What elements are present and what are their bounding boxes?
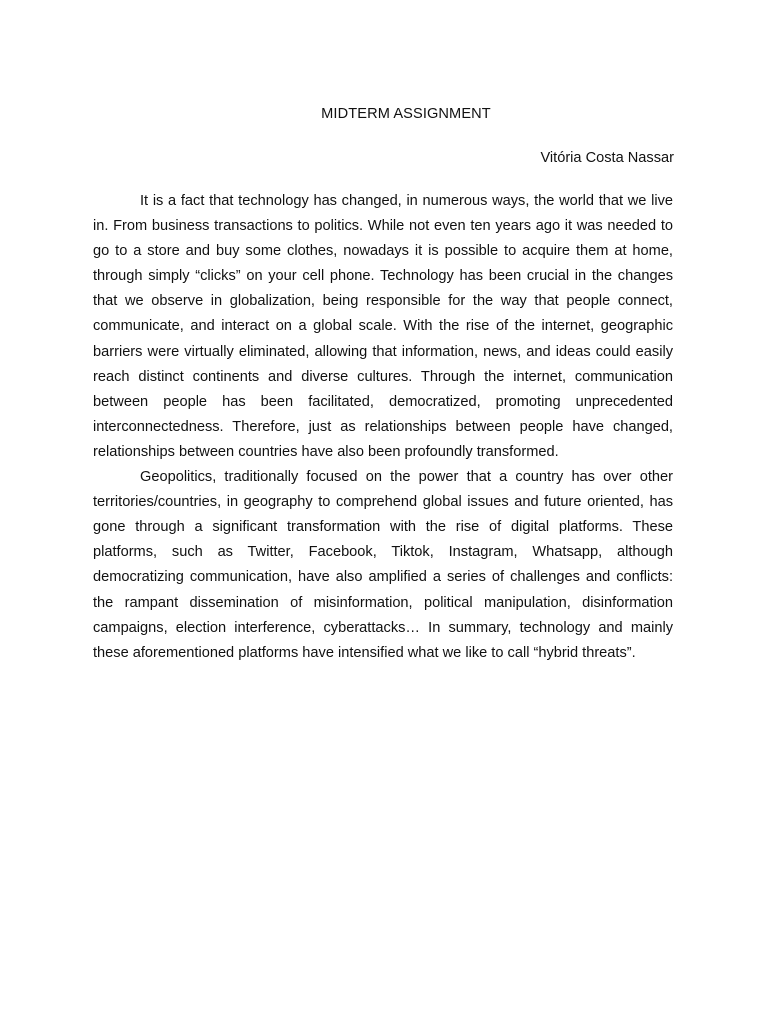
document-body — [93, 189, 673, 666]
paragraph-1: It is a fact that technology has changed, in numerous ways, the world that we live in. From business transactions to politics. While not even ten years ago it was needed to go to a store and buy some clothes, nowadays it is possible to acquire them at home, through simply “clicks” on your cell phone. Technology has been crucial in the changes that we observe in globalization, being responsible for the way that people connect, communicate, and interact on a global scale. With the rise of the internet, geographic barriers were virtually eliminated, allowing that information, news, and ideas could easily reach distinct continents and diverse cultures. Through the internet, communication between people has been facilitated, democratized, promoting unprecedented interconnectedness. Therefore, just as relationships between people have changed, relationships between countries have also been profoundly transformed. — [93, 193, 673, 460]
author-name: Vitória Costa Nassar — [540, 150, 674, 166]
document-title: MIDTERM ASSIGNMENT — [321, 106, 491, 122]
paragraph-2: Geopolitics, traditionally focused on the power that a country has over other territories/countries, in geography to comprehend global issues and future oriented, has gone through a significant transformation with the rise of digital platforms. These platforms, such as Twitter, Facebook, Tiktok, Instagram, Whatsapp, although democratizing communication, have also amplified a series of challenges and conflicts: the rampant dissemination of misinformation, political manipulation, disinformation campaigns, election interference, cyberattacks… In summary, technology and mainly these aforementioned platforms have intensified what we like to call “hybrid threats”. — [93, 469, 673, 661]
